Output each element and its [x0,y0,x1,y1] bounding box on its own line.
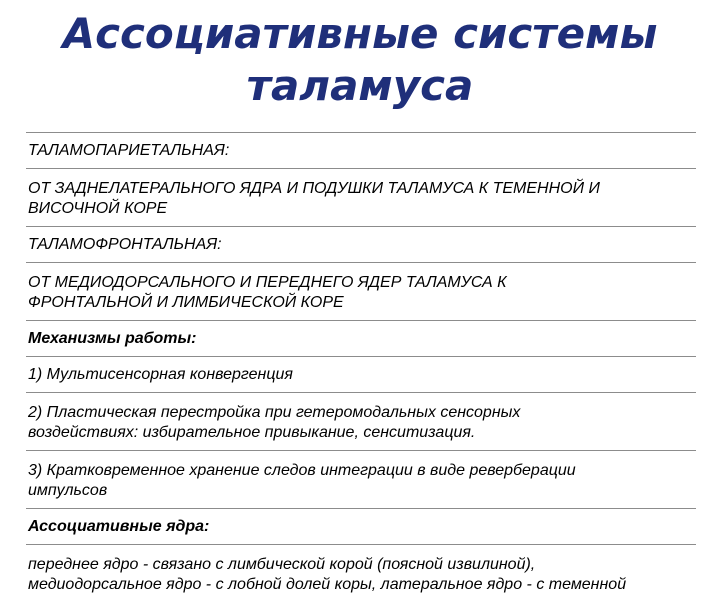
row-text: воздействиях: избирательное привыкание, сенситизация. [28,424,476,441]
row-text: переднее ядро - связано с лимбической корой (поясной извилиной), [28,556,536,573]
content-row [26,168,696,226]
content-table [26,132,696,602]
row-text: ВИСОЧНОЙ КОРЕ [28,200,168,217]
content-row [26,226,696,262]
slide-title-line-2: таламуса [246,61,474,110]
row-text: ТАЛАМОФРОНТАЛЬНАЯ: [28,236,222,253]
content-row [26,320,696,356]
content-row [26,450,696,508]
row-text: ОТ МЕДИОДОРСАЛЬНОГО И ПЕРЕДНЕГО ЯДЕР ТАЛАМУСА К [28,274,507,291]
row-text: ОТ ЗАДНЕЛАТЕРАЛЬНОГО ЯДРА И ПОДУШКИ ТАЛАМУСА К ТЕМЕННОЙ И [28,180,600,197]
content-row [26,508,696,544]
row-text: импульсов [28,482,108,499]
content-row [26,544,696,602]
content-row [26,392,696,450]
row-text: 2) Пластическая перестройка при гетеромодальных сенсорных [28,404,521,421]
slide-title-line-1: Ассоциативные системы [62,9,658,58]
row-text: ФРОНТАЛЬНОЙ И ЛИМБИЧЕСКОЙ КОРЕ [28,294,344,311]
row-text: Ассоциативные ядра: [28,518,210,535]
content-row [26,356,696,392]
content-row [26,262,696,320]
slide-title [40,8,680,112]
row-text: ТАЛАМОПАРИЕТАЛЬНАЯ: [28,142,230,159]
row-text: медиодорсальное ядро - с лобной долей коры, латеральное ядро - с теменной [28,576,627,593]
row-text: 3) Кратковременное хранение следов интеграции в виде реверберации [28,462,576,479]
content-row [26,132,696,168]
row-text: Механизмы работы: [28,330,197,347]
row-text: 1) Мультисенсорная конвергенция [28,366,293,383]
